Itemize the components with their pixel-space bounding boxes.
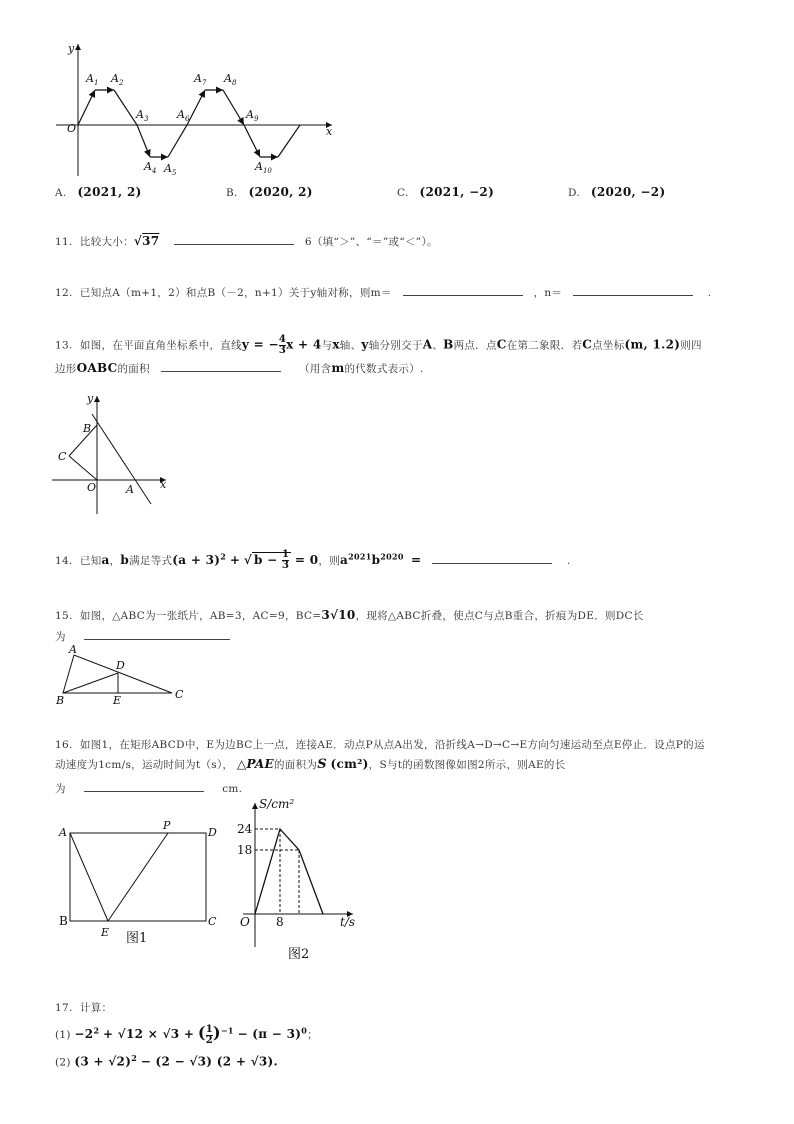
fig16-y-axis-label: S/cm²	[259, 797, 295, 811]
question-13-line2: 边形OABC的面积 （用含m的代数式表示）.	[55, 361, 424, 375]
point-a4-label: $A_4$	[144, 160, 157, 175]
question-15-line1: 15. 如图，△ABC为一张纸片，AB=3，AC=9，BC=3√10，现将△ABC折叠，使点C与点B重合，折痕为DE．则DC长	[55, 608, 644, 622]
question-16-line2: 动速度为1cm/s，运动时间为t（s）， △PAE的面积为S (cm²)，S与t的函数图像如图2所示，则AE的长	[55, 757, 566, 772]
answer-blank-14[interactable]	[432, 552, 552, 564]
fig15-triangle	[50, 644, 195, 708]
question-16-line1: 16. 如图1，在矩形ABCD中，E为边BC上一点，连接AE．动点P从点A出发，沿折线A→D→C→E方向匀速运动至点E停止．设点P的运	[55, 739, 705, 751]
fig16-graph	[233, 795, 363, 965]
fig15-e-label: E	[113, 694, 122, 707]
x-axis-label: x	[326, 125, 333, 138]
answer-blank-12-m[interactable]	[403, 284, 523, 296]
fig13-x-label: x	[160, 478, 167, 491]
option-c[interactable]: C. (2021, −2)	[397, 185, 495, 199]
fig15-a-label: A	[69, 644, 77, 656]
question-17-title: 17. 计算：	[55, 1002, 113, 1014]
fig15-b-label: B	[56, 694, 65, 707]
question-14: 14. 已知a，b满足等式$(a + 3)^2$ + √ b − $\frac{1}{3}$ = 0，则$a^{2021}b^{2020}$ = .	[55, 549, 571, 571]
fig16-origin-label: O	[240, 915, 250, 929]
point-a3-label: $A_3$	[136, 108, 149, 123]
origin-label: O	[67, 122, 77, 135]
fig16-y-tick-18: 18	[237, 843, 253, 857]
point-a5-label: $A_5$	[164, 162, 177, 177]
fig16-b-label: B	[59, 914, 68, 928]
option-a[interactable]: A. (2021, 2)	[55, 185, 142, 199]
fig13-a-label: A	[126, 483, 134, 496]
option-b[interactable]: B. (2020, 2)	[226, 185, 313, 199]
fig13-c-label: C	[58, 450, 67, 463]
question-17-part1: $(1) -2^2 + √12 \times √3$ + ( $\frac{1}{2}$ )$^{-1} - (\pi - 3)^0$；	[55, 1023, 318, 1046]
fig16-y-tick-24: 24	[237, 822, 253, 836]
answer-blank-13[interactable]	[161, 360, 281, 372]
point-a2-label: $A_2$	[111, 72, 124, 87]
fig13-coordinate-figure	[52, 392, 177, 517]
option-d[interactable]: D. (2020, −2)	[568, 185, 666, 199]
fig16-e-label: E	[101, 926, 110, 939]
fig16-caption-1: 图1	[126, 931, 148, 946]
point-a6-label: $A_6$	[177, 108, 190, 123]
wave-figure	[50, 38, 350, 178]
fig16-x-tick-8: 8	[276, 915, 284, 929]
fig16-p-label: P	[163, 819, 171, 832]
fig15-c-label: C	[175, 688, 184, 701]
fig13-b-label: B	[83, 422, 92, 435]
point-a7-label: $A_7$	[194, 72, 207, 87]
answer-blank-15[interactable]	[84, 628, 230, 640]
fig16-c-label: C	[208, 915, 217, 928]
answer-blank-16[interactable]	[84, 780, 204, 792]
answer-blank-12-n[interactable]	[573, 284, 693, 296]
point-a10-label: $A_{10}$	[255, 160, 272, 175]
fig16-d-label: D	[208, 826, 217, 839]
question-12: 12. 已知点A（m+1，2）和点B（－2，n+1）关于y轴对称，则m＝ ，n＝ .	[55, 284, 711, 300]
fig16-a-label: A	[59, 826, 67, 839]
answer-blank-11[interactable]	[174, 233, 294, 245]
y-axis-label: y	[68, 42, 75, 55]
fig16-caption-2: 图2	[288, 947, 310, 962]
point-a1-label: $A_1$	[86, 72, 99, 87]
fig16-rectangle	[56, 818, 226, 948]
point-a8-label: $A_8$	[224, 72, 237, 87]
question-11: 11. 比较大小：√37 6（填“＞”、“＝”或“＜”）。	[55, 234, 438, 248]
fig15-d-label: D	[116, 659, 125, 672]
point-a9-label: $A_9$	[246, 108, 259, 123]
question-16-line3: 为 cm.	[55, 780, 242, 796]
question-15-line2: 为	[55, 628, 230, 644]
fig13-y-label: y	[87, 392, 94, 405]
fig16-x-axis-label: t/s	[340, 915, 356, 929]
question-13-line1: 13. 如图，在平面直角坐标系中，直线y = − $\frac{4}{3}$ x + 4与x轴、y轴分别交于A、B两点．点C在第二象限．若C点坐标(m, 1.2)则四	[55, 334, 702, 356]
question-17-part2: (2) $(3 + √2)^2 - (2 - √3)$ (2 + √3).	[55, 1053, 278, 1069]
fig13-o-label: O	[87, 481, 97, 494]
